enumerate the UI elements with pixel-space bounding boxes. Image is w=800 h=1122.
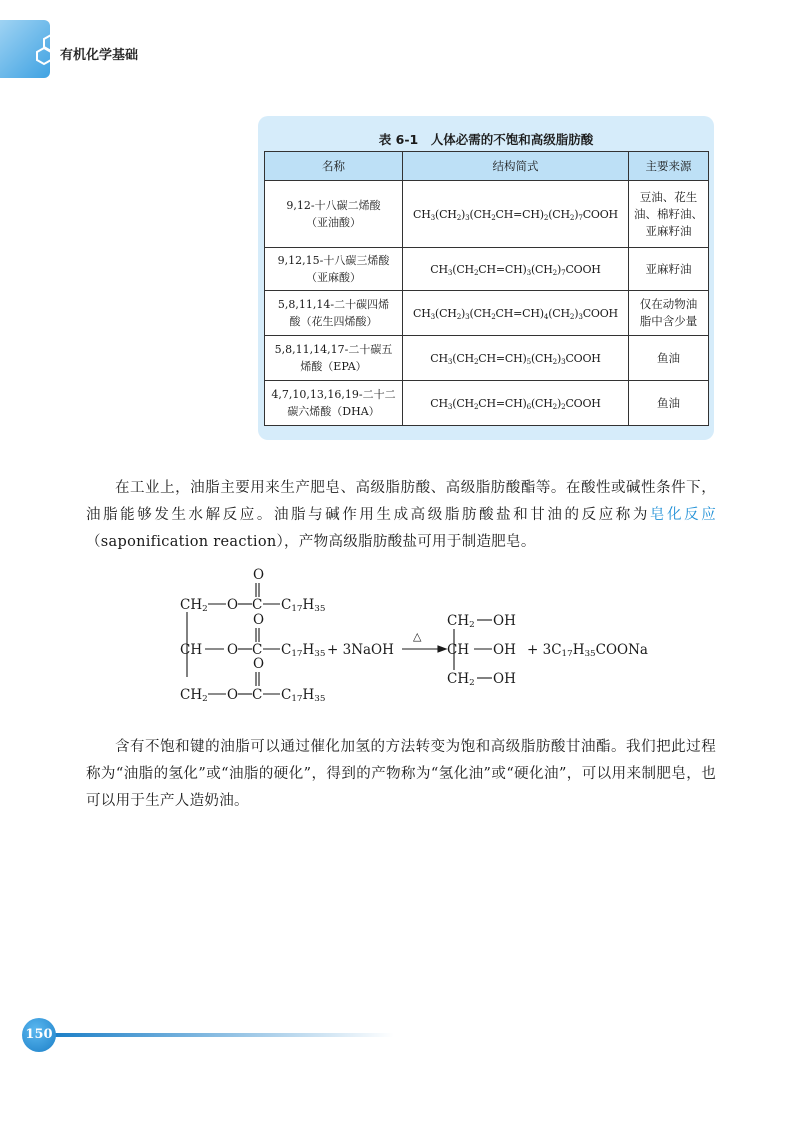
acid-name (265, 181, 403, 248)
acid-name (265, 381, 403, 426)
fatty-acid-table (264, 151, 709, 426)
column-header-name: 名称 (265, 152, 403, 181)
acid-name (265, 336, 403, 381)
source-line: 油、棉籽油、 (634, 206, 703, 221)
hydroxyl-group: OH (493, 613, 516, 629)
source-line: 鱼油 (657, 395, 680, 410)
column-header-formula: 结构简式 (403, 152, 629, 181)
acyl-carbon: C (252, 687, 263, 703)
soap-product: + $3C_{17}H_{35}COONa$ (527, 642, 648, 660)
acid-name-line: 9,12,15-十八碳三烯酸 (277, 254, 390, 267)
source-line: 豆油、花生 (639, 189, 698, 204)
source-line: 亚麻籽油 (645, 261, 692, 276)
ester-oxygen: O (227, 597, 239, 613)
paragraph-text: （saponification reaction），产物高级脂肪酸盐可用于制造肥皂。 (86, 534, 536, 550)
acid-name-line: 5,8,11,14,17-二十碳五 (274, 343, 393, 356)
saponification-equation (170, 565, 670, 705)
paragraph-saponification (86, 475, 716, 556)
source-line: 脂中含少量 (639, 314, 698, 328)
acid-name-line: 4,7,10,13,16,19-二十二 (271, 388, 396, 401)
page-number: 150 (22, 1018, 56, 1052)
table-row (265, 336, 709, 381)
hydroxyl-group: OH (493, 671, 516, 687)
ch2-label: CH (180, 597, 203, 613)
ch2-group: $CH_2$ (447, 613, 475, 631)
ch2-label: CH (180, 687, 203, 703)
source-line: 亚麻籽油 (645, 223, 692, 238)
main-source (629, 248, 709, 291)
table-row (265, 248, 709, 291)
acyl-carbon: C (252, 597, 263, 613)
column-header-source: 主要来源 (629, 152, 709, 181)
structural-formula: $CH_3(CH_2CH=CH)_5(CH_2)_3COOH$ (403, 336, 629, 381)
acid-name-line: 酸（花生四烯酸） (289, 315, 378, 328)
table-row (265, 291, 709, 336)
paragraph-hydrogenation: 含有不饱和键的油脂可以通过催化加氢的方法转变为饱和高级脂肪酸甘油酯。我们把此过程称为“油脂的氢化”或“油脂的硬化”，得到的产物称为“氢化油”或“硬化油”，可以用来制肥皂，也可以用于生产人造奶油。 (86, 739, 716, 809)
source-line: 鱼油 (657, 350, 680, 365)
carbonyl-oxygen: O (253, 656, 265, 672)
acid-name-line: 碳六烯酸（DHA） (287, 405, 380, 418)
soap-coefficient: + 3C (527, 642, 562, 658)
ester-oxygen: O (227, 642, 239, 658)
table-row (265, 181, 709, 248)
acid-name (265, 248, 403, 291)
table-header-row (265, 152, 709, 181)
footer-bar (54, 1033, 394, 1037)
ester-oxygen: O (227, 687, 239, 703)
alkyl-chain: $C_{17}H_{35}$ (281, 687, 326, 705)
ch2-group: $CH_2$ (180, 687, 208, 705)
table-row (265, 381, 709, 426)
alkyl-chain: $C_{17}H_{35}$ (281, 597, 326, 615)
structural-formula: $CH_3(CH_2CH=CH)_3(CH_2)_7COOH$ (403, 248, 629, 291)
main-source (629, 291, 709, 336)
ch-group: CH (447, 642, 470, 658)
table-caption: 表 6-1 人体必需的不饱和高级脂肪酸 (378, 132, 594, 147)
ch-group: CH (180, 642, 203, 658)
alkyl-chain: $C_{17}H_{35}$ (281, 642, 326, 660)
structural-formula: $CH_3(CH_2)_3(CH_2CH=CH)_4(CH_2)_3COOH$ (403, 291, 629, 336)
book-title: 有机化学基础 (60, 48, 139, 63)
hydroxyl-group: OH (493, 642, 516, 658)
acid-name-line: 9,12-十八碳二烯酸 (286, 199, 381, 212)
main-source (629, 336, 709, 381)
paragraph-text: 在工业上，油脂主要用来生产肥皂、高级脂肪酸、高级脂肪酸酯等。在酸性或碱性条件下，油脂能够发生水解反应。油脂与碱作用生成高级脂肪酸盐和甘油的反应称为 (86, 480, 716, 523)
keyword-saponification: 皂化反应 (649, 507, 716, 523)
carbonyl-oxygen: O (253, 567, 265, 583)
acyl-carbon: C (252, 642, 263, 658)
main-source (629, 181, 709, 248)
ch2-label: CH (447, 613, 470, 629)
source-line: 仅在动物油 (639, 297, 698, 311)
acid-name-line: 烯酸（EPA） (300, 360, 367, 373)
heat-symbol: △ (413, 630, 422, 643)
naoh-reagent: + 3NaOH (327, 642, 394, 658)
ch2-group: $CH_2$ (447, 671, 475, 689)
acid-name-line: 5,8,11,14-二十碳四烯 (277, 298, 390, 311)
acid-name (265, 291, 403, 336)
acid-name-line: （亚油酸） (306, 216, 361, 229)
carbonyl-oxygen: O (253, 612, 265, 628)
structural-formula: $CH_3(CH_2)_3(CH_2CH=CH)_2(CH_2)_7COOH$ (403, 181, 629, 248)
main-source (629, 381, 709, 426)
structural-formula: $CH_3(CH_2CH=CH)_6(CH_2)_2COOH$ (403, 381, 629, 426)
acid-name-line: （亚麻酸） (306, 271, 361, 284)
ch2-label: CH (447, 671, 470, 687)
ch2-group: $CH_2$ (180, 597, 208, 615)
